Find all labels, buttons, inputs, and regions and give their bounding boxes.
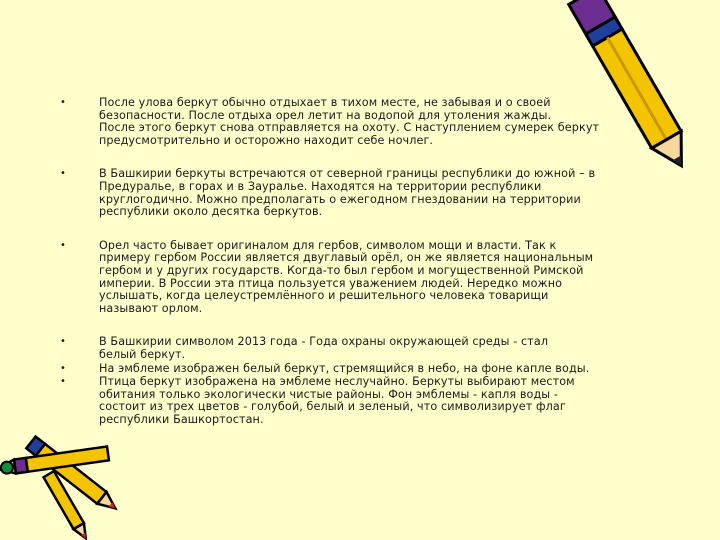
text-line: республики Башкортостан. [99, 412, 264, 426]
text-line: состоит из трех цветов - голубой, белый и зеленый, что символизирует флаг [99, 400, 566, 414]
text-line: предусмотрительно и осторожно находит себе ночлег. [99, 133, 434, 147]
text-line: обитания только экологически чистые районы. Фон эмблемы - капля воды - [99, 387, 559, 401]
bullet-marker: • [60, 336, 66, 348]
text-line: После улова беркут обычно отдыхает в тихом месте, не забывая и о своей [99, 96, 551, 109]
text-line: Орел часто бывает оригиналом для гербов, символом мощи и власти. Так к [99, 238, 557, 252]
text-line: услышать, когда целеустремлённого и решительного человека товарищи [99, 289, 549, 303]
text-line: империи. В России эта птица пользуется уважением людей. Нередко можно [99, 276, 563, 290]
pencils-icon [0, 430, 140, 540]
text-line: примеру гербом России является двуглавый орёл, он же является национальным [99, 251, 594, 265]
text-line: безопасности. После отдыха орел летит на водопой для утоления жажды. [99, 108, 552, 122]
text-line: республики около десятка беркутов. [99, 205, 323, 219]
bullet-marker: • [60, 168, 66, 180]
text-line: Предуралье, в горах и в Зауралье. Находятся на территории республики [99, 179, 542, 193]
text-line: называют орлом. [99, 301, 203, 315]
text-line: круглогодично. Можно предполагать о ежегодном гнездовании на территории [99, 192, 581, 206]
text-line: В Башкирии символом 2013 года - Года охраны окружающей среды - стал [99, 335, 549, 349]
text-line: белый беркут. [99, 347, 186, 361]
text-line: В Башкирии беркуты встречаются от северной границы республики до южной – в [99, 167, 596, 181]
list-item [60, 240, 660, 316]
list-item [60, 336, 660, 361]
text-line: На эмблеме изображен белый беркут, стремящийся в небо, на фоне капле воды. [99, 361, 590, 375]
text-line: После этого беркут снова отправляется на охоту. С наступлением сумерек беркут [99, 121, 600, 135]
list-item [60, 376, 660, 426]
bullet-marker: • [60, 362, 66, 374]
list-item [60, 168, 660, 218]
bullet-list [60, 97, 660, 426]
bullet-marker: • [60, 239, 66, 251]
text-line: Птица беркут изображена на эмблеме неслучайно. Беркуты выбирают местом [99, 375, 575, 389]
bullet-marker: • [60, 376, 66, 388]
bullet-marker: • [60, 97, 66, 108]
list-item [60, 97, 660, 147]
list-item [60, 363, 660, 376]
text-line: гербом и у других государств. Когда-то был гербом и могущественной Римской [99, 263, 584, 277]
